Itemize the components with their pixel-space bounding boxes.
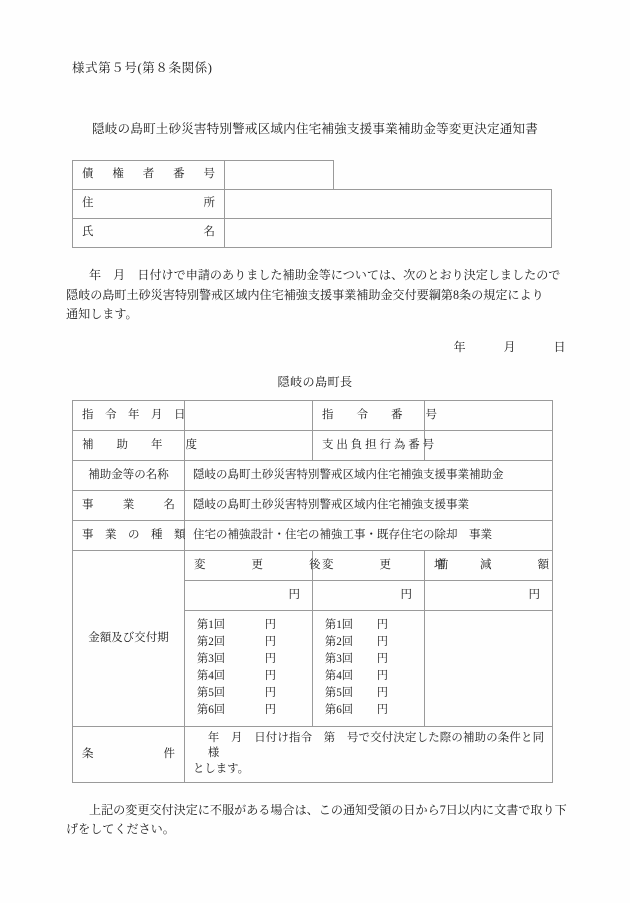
order-number-value[interactable]: [425, 401, 553, 431]
installment-unit: 円: [264, 653, 276, 666]
list-item: [197, 685, 302, 702]
list-item: [325, 617, 414, 634]
installment-label: 第5回: [197, 687, 225, 700]
installments-delta-cell[interactable]: [425, 611, 553, 727]
installments-before-list[interactable]: [313, 611, 425, 727]
table-row-amount-headers: [73, 551, 553, 581]
installment-unit: 円: [264, 704, 276, 717]
amount-section-label: 金額及び交付期: [73, 551, 185, 727]
body-paragraph-line2: 隠岐の島町土砂災害特別警戒区域内住宅補強支援事業補助金交付要綱第8条の規定により: [66, 287, 544, 302]
expenditure-number-value[interactable]: [425, 431, 553, 461]
body-paragraph: [66, 266, 566, 325]
creditor-number-value[interactable]: [225, 161, 334, 190]
installment-label: 第4回: [325, 670, 353, 683]
column-header-after: 変 更 後: [185, 551, 313, 581]
list-item: [197, 702, 302, 719]
installment-unit: 円: [264, 636, 276, 649]
installment-unit: 円: [264, 687, 276, 700]
column-header-before: 変 更 前: [313, 551, 425, 581]
list-item: [197, 617, 302, 634]
project-type-label: 事 業 の 種 類: [73, 521, 185, 551]
installment-label: 第5回: [325, 687, 353, 700]
installment-label: 第4回: [197, 670, 225, 683]
conditions-text-line1: 年 月 日付け指令 第 号で交付決定した際の補助の条件と同様: [207, 732, 544, 760]
installment-label: 第6回: [197, 704, 225, 717]
table-row-subsidy-name: [73, 461, 553, 491]
installment-unit: 円: [264, 670, 276, 683]
list-item: [197, 651, 302, 668]
installment-unit: 円: [264, 619, 276, 631]
column-header-delta: 増 減 額: [425, 551, 553, 581]
list-item: [325, 668, 414, 685]
list-item: [325, 634, 414, 651]
amount-before-unit[interactable]: 円: [313, 581, 425, 611]
list-item: [197, 634, 302, 651]
creditor-number-label: 債 権 者 番 号: [73, 161, 225, 190]
table-row: [73, 161, 552, 190]
installment-unit: 円: [376, 619, 388, 631]
table-row-project-name: [73, 491, 553, 521]
installment-unit: 円: [376, 704, 388, 717]
recipient-table: [72, 160, 552, 248]
list-item: [325, 685, 414, 702]
subsidy-name-label: 補助金等の名称: [73, 461, 185, 491]
conditions-value[interactable]: [185, 727, 553, 783]
installment-label: 第2回: [325, 636, 353, 649]
list-item: [197, 668, 302, 685]
table-row-order-date: [73, 401, 553, 431]
installment-unit: 円: [376, 687, 388, 700]
list-item: [325, 702, 414, 719]
installment-label: 第6回: [325, 704, 353, 717]
installment-label: 第2回: [197, 636, 225, 649]
installment-label: 第3回: [197, 653, 225, 666]
expenditure-number-label: 支 出 負 担 行 為 番 号: [313, 431, 425, 461]
footer-note: [66, 801, 571, 840]
subsidy-name-value: 隠岐の島町土砂災害特別警戒区域内住宅補強支援事業補助金: [185, 461, 553, 491]
table-row-project-type: [73, 521, 553, 551]
installment-list-after: [197, 617, 302, 719]
project-name-label: 事 業 名: [73, 491, 185, 521]
conditions-text-line2: とします。: [193, 762, 250, 775]
footer-note-line2: げをしてください。: [66, 822, 175, 837]
project-name-value: 隠岐の島町土砂災害特別警戒区域内住宅補強支援事業: [185, 491, 553, 521]
address-value[interactable]: [225, 190, 552, 219]
installment-label: 第3回: [325, 653, 353, 666]
installment-label: 第1回: [325, 619, 353, 631]
body-paragraph-line3: 通知します。: [66, 307, 138, 322]
order-number-label: 指 令 番 号: [313, 401, 425, 431]
order-date-value[interactable]: [185, 401, 313, 431]
fiscal-year-value[interactable]: [185, 431, 313, 461]
spacer-cell: [334, 161, 552, 190]
table-row: [73, 190, 552, 219]
installment-label: 第1回: [197, 619, 225, 631]
installment-unit: 円: [376, 636, 388, 649]
amount-after-unit[interactable]: 円: [185, 581, 313, 611]
name-label: 氏 名: [73, 219, 225, 248]
address-label: 住 所: [73, 190, 225, 219]
list-item: [325, 651, 414, 668]
fiscal-year-label: 補 助 年 度: [73, 431, 185, 461]
project-type-value: 住宅の補強設計・住宅の補強工事・既存住宅の除却 事業: [185, 521, 553, 551]
issuer-name: 隠岐の島町長: [277, 375, 353, 389]
footer-note-line1: 上記の変更交付決定に不服がある場合は、この通知受領の日から7日以内に文書で取り下: [88, 803, 567, 817]
table-row-fiscal-year: [73, 431, 553, 461]
installments-after-list[interactable]: [185, 611, 313, 727]
table-row: [73, 219, 552, 248]
name-value[interactable]: [225, 219, 552, 248]
installment-unit: 円: [376, 670, 388, 683]
conditions-label: 条 件: [73, 727, 185, 783]
body-paragraph-line1: 年 月 日付けで申請のありました補助金等については、次のとおり決定しましたので: [88, 268, 561, 282]
installment-unit: 円: [376, 653, 388, 666]
table-row-conditions: [73, 727, 553, 783]
order-date-label: 指 令 年 月 日: [73, 401, 185, 431]
decision-table: [72, 400, 553, 783]
installment-list-before: [325, 617, 414, 719]
form-code: 様式第５号(第８条関係): [72, 61, 213, 75]
date-line: 年 月 日: [453, 340, 566, 354]
amount-delta-unit[interactable]: 円: [425, 581, 553, 611]
page-title: 隠岐の島町土砂災害特別警戒区域内住宅補強支援事業補助金等変更決定通知書: [91, 122, 539, 136]
